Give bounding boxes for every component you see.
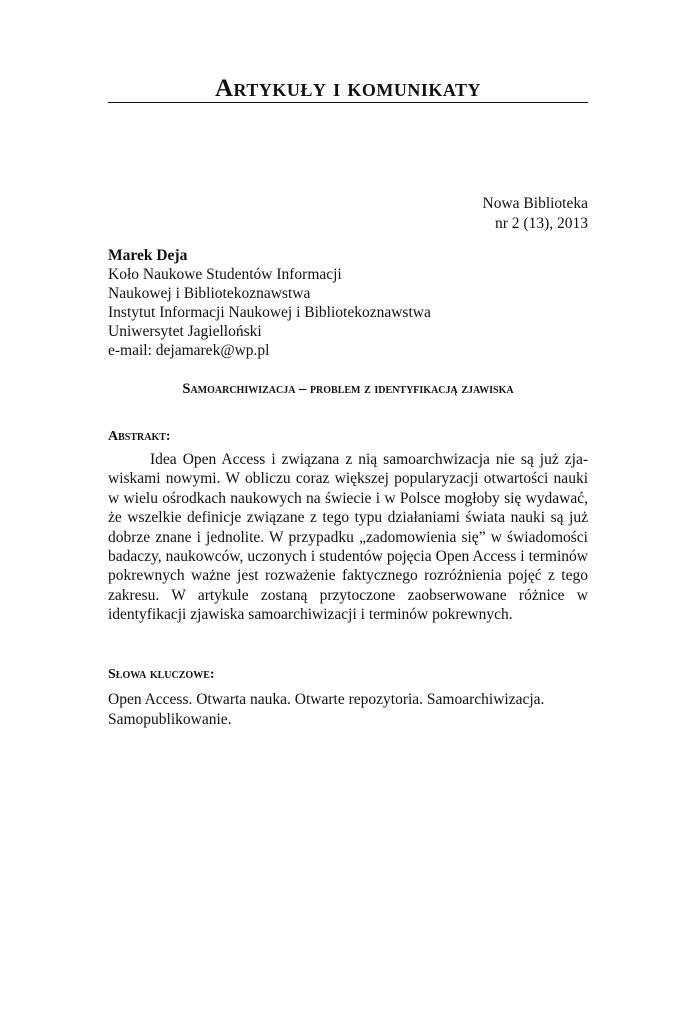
keywords-heading: Słowa kluczowe: [108,667,215,682]
abstract-text: Idea Open Access i związana z nią samoarchwizacja nie są już zjawiskami nowymi. W obliczu coraz większej popularyzacji otwartości nauki w wielu ośrodkach naukowych na świecie i w Polsce mogłoby się wydawać, że wszelkie definicje związane z tego typu działaniami świata nauki są już dobrze znane i jednolite. W przypadku „zadomowienia się” w świadomości badaczy, naukowców, uczonych i studentów pojęcia Open Access i terminów pokrewnych ważne jest rozważenie faktycznego rozróżnienia pojęć z tego zakresu. W artykule zostaną przytoczone zaobserwowane różnice w identyfikacji zjawiska samoarchiwizacji i terminów pokrewnych. [108,451,588,624]
affiliation-line: Koło Naukowe Studentów Informacji [108,266,342,283]
header-rule [108,102,588,103]
keywords-text: Open Access. Otwarta nauka. Otwarte repozytoria. Samoarchiwizacja. Samopublikowanie. [108,691,545,728]
author-block [108,246,588,360]
affiliation-line: Uniwersytet Jagielloński [108,323,262,340]
article-title: Samoarchiwizacja – problem z identyfikacją zjawiska [182,381,514,397]
section-header: Artykuły i komunikaty [214,75,482,102]
affiliation-line: Naukowej i Bibliotekoznawstwa [108,285,311,302]
journal-info [108,194,588,234]
author-email: e-mail: dejamarek@wp.pl [108,342,270,359]
author-name: Marek Deja [108,247,188,264]
abstract-heading: Abstrakt: [108,429,171,444]
journal-issue: nr 2 (13), 2013 [495,215,588,232]
journal-name: Nowa Biblioteka [482,195,588,212]
affiliation-line: Instytut Informacji Naukowej i Bibliotekoznawstwa [108,304,431,321]
